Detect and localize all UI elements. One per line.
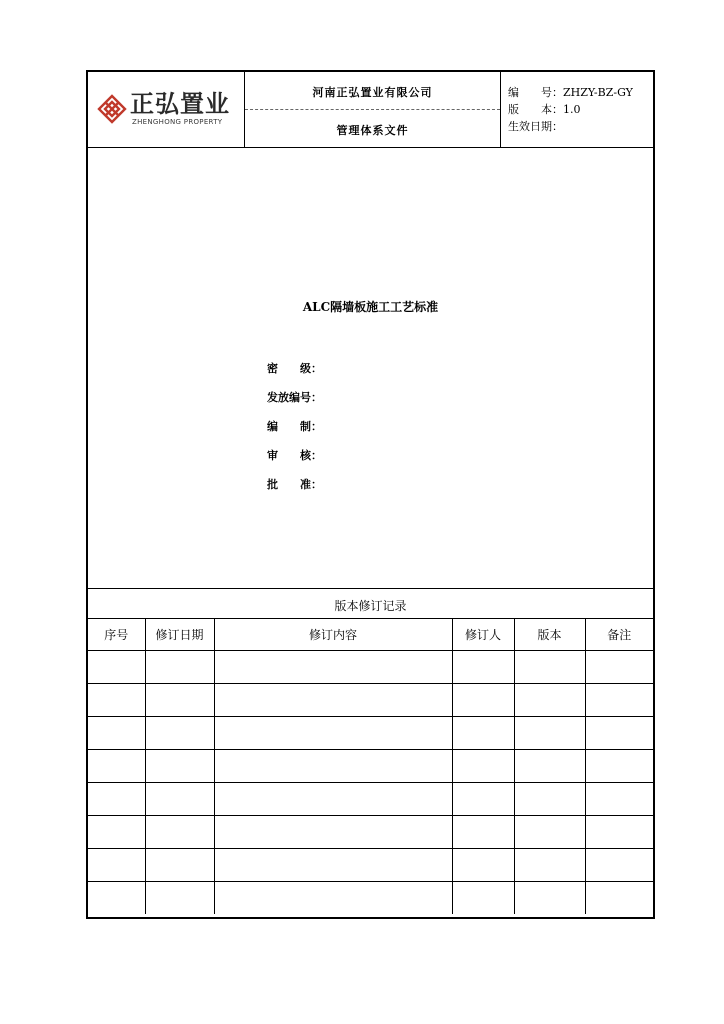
table-cell xyxy=(88,750,145,783)
info-effective-date xyxy=(508,118,563,134)
logo-name-en: ZHENGHONG PROPERTY xyxy=(132,118,223,126)
field-reviewed-by-label: 审 核： xyxy=(267,449,322,462)
table-cell xyxy=(214,849,452,882)
revision-record-header xyxy=(88,588,653,619)
document-frame xyxy=(86,70,655,919)
diamond-lattice-logo-icon xyxy=(97,94,127,124)
table-cell xyxy=(585,717,653,750)
table-cell xyxy=(145,651,214,684)
table-row xyxy=(88,717,653,750)
company-name: 河南正弘置业有限公司 xyxy=(312,86,433,99)
table-cell xyxy=(514,651,585,684)
table-cell xyxy=(585,783,653,816)
info-version-label: 版 本： xyxy=(508,103,563,116)
table-row xyxy=(88,882,653,915)
column-header-reviser: 修订人 xyxy=(452,618,514,651)
table-cell xyxy=(452,750,514,783)
logo-name-cn: 正弘置业 xyxy=(130,90,230,118)
table-cell xyxy=(88,717,145,750)
column-header-index: 序号 xyxy=(88,618,145,651)
table-cell xyxy=(88,684,145,717)
table-cell xyxy=(88,783,145,816)
table-row xyxy=(88,651,653,684)
info-version-value: 1.0 xyxy=(563,103,581,116)
revision-record-table xyxy=(88,618,653,914)
info-version xyxy=(508,101,581,117)
table-cell xyxy=(145,849,214,882)
table-cell xyxy=(145,816,214,849)
table-cell xyxy=(452,882,514,915)
field-reviewed-by xyxy=(267,447,322,463)
field-distribution-number xyxy=(267,389,322,405)
table-cell xyxy=(452,849,514,882)
field-classification xyxy=(267,360,322,376)
column-header-content: 修订内容 xyxy=(214,618,452,651)
table-cell xyxy=(585,651,653,684)
field-approved-by xyxy=(267,476,322,492)
table-cell xyxy=(214,783,452,816)
table-cell xyxy=(585,849,653,882)
table-cell xyxy=(585,684,653,717)
table-cell xyxy=(452,717,514,750)
table-cell xyxy=(88,849,145,882)
table-row xyxy=(88,816,653,849)
field-prepared-by xyxy=(267,418,322,434)
table-cell xyxy=(88,882,145,915)
table-cell xyxy=(585,882,653,915)
info-code-label: 编 号： xyxy=(508,86,563,99)
table-cell xyxy=(145,750,214,783)
logo-cell xyxy=(88,72,245,147)
table-cell xyxy=(514,750,585,783)
table-cell xyxy=(214,717,452,750)
revision-record-title: 版本修订记录 xyxy=(334,599,407,613)
table-cell xyxy=(452,816,514,849)
table-cell xyxy=(514,783,585,816)
table-cell xyxy=(214,684,452,717)
table-cell xyxy=(145,783,214,816)
column-header-version: 版本 xyxy=(514,618,585,651)
table-cell xyxy=(452,651,514,684)
table-cell xyxy=(145,717,214,750)
table-cell xyxy=(514,849,585,882)
field-approved-by-label: 批 准： xyxy=(267,478,322,491)
table-cell xyxy=(214,651,452,684)
document-title: ALC隔墙板施工工艺标准 xyxy=(302,300,439,314)
table-cell xyxy=(214,816,452,849)
table-cell xyxy=(88,651,145,684)
table-cell xyxy=(514,684,585,717)
field-prepared-by-label: 编 制： xyxy=(267,420,322,433)
table-cell xyxy=(214,750,452,783)
document-info-cell xyxy=(501,72,653,147)
table-cell xyxy=(452,684,514,717)
column-header-remarks: 备注 xyxy=(585,618,653,651)
document-header xyxy=(88,72,653,148)
revision-table-header-row xyxy=(88,618,653,651)
field-distribution-number-label: 发放编号： xyxy=(267,391,322,404)
info-code-value: ZHZY-BZ-GY xyxy=(563,86,633,99)
table-cell xyxy=(514,816,585,849)
column-header-date: 修订日期 xyxy=(145,618,214,651)
document-type: 管理体系文件 xyxy=(336,124,409,137)
table-cell xyxy=(585,750,653,783)
company-cell xyxy=(245,72,501,147)
info-code xyxy=(508,84,633,100)
table-cell xyxy=(452,783,514,816)
dashed-divider xyxy=(245,109,500,110)
table-cell xyxy=(514,882,585,915)
table-cell xyxy=(88,816,145,849)
table-cell xyxy=(514,717,585,750)
table-cell xyxy=(585,816,653,849)
table-row xyxy=(88,783,653,816)
field-classification-label: 密 级： xyxy=(267,362,322,375)
info-effective-date-label: 生效日期： xyxy=(508,120,563,133)
table-cell xyxy=(145,882,214,915)
table-cell xyxy=(214,882,452,915)
table-row xyxy=(88,750,653,783)
table-cell xyxy=(145,684,214,717)
table-row xyxy=(88,849,653,882)
table-row xyxy=(88,684,653,717)
